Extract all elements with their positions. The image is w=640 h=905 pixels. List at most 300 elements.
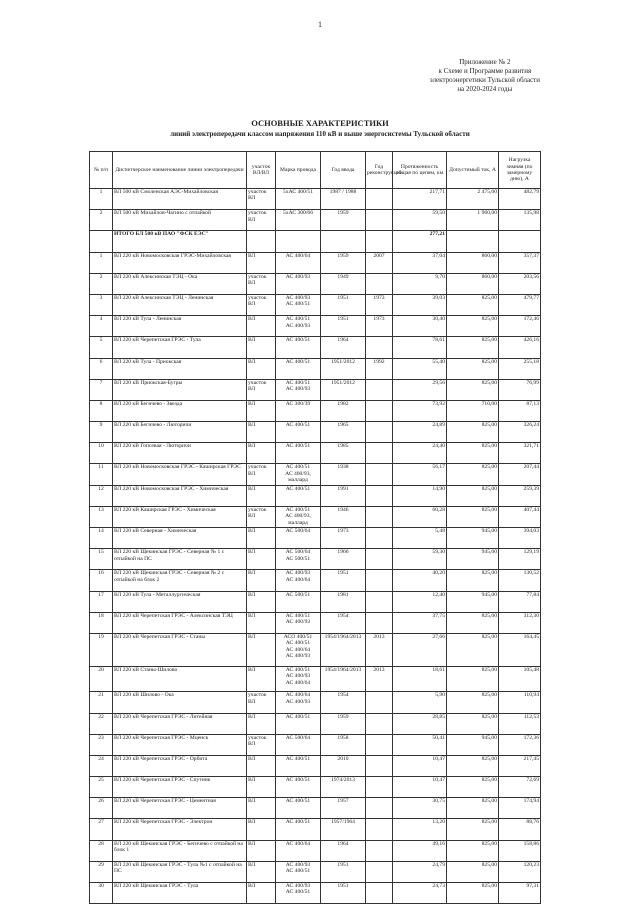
cell-load: 259,39 (499, 485, 541, 506)
header-current: Допустимый ток, А (447, 152, 499, 189)
cell-reconstruction (366, 485, 393, 506)
cell-current: 825,00 (447, 777, 499, 798)
cell-load: 321,71 (499, 443, 541, 464)
cell-wire: АС 400/93 АС 400/51 (276, 883, 321, 904)
document-title: ОСНОВНЫЕ ХАРАКТЕРИСТИКИ (251, 118, 389, 128)
cell-no: 10 (90, 443, 113, 464)
cell-load: 129,19 (499, 549, 541, 570)
cell-name: ВЛ 220 кВ Тула - Металлургическая (113, 591, 247, 612)
cell-current: 825,00 (447, 422, 499, 443)
table-row (90, 485, 541, 506)
table-row (90, 777, 541, 798)
cell-length: 59,50 (393, 210, 447, 231)
cell-current: 825,00 (447, 485, 499, 506)
cell-name: ВЛ 220 кВ Черепетская ГРЭС - Литейная (113, 713, 247, 734)
cell-part: ВЛ (247, 422, 276, 443)
cell-reconstruction: 1992 (366, 358, 393, 379)
cell-name: ВЛ 220 кВ Черепетская ГРЭС - Станы (113, 633, 247, 666)
cell-reconstruction (366, 443, 393, 464)
cell-load: 207,44 (499, 464, 541, 485)
cell-current: 945,00 (447, 591, 499, 612)
appendix-line: электроэнергетики Тульской области (429, 76, 540, 84)
table-row (90, 840, 541, 861)
cell-part: участок ВЛ (247, 464, 276, 485)
cell-length: 5,90 (393, 692, 447, 713)
cell-length: 14,90 (393, 485, 447, 506)
cell-reconstruction (366, 692, 393, 713)
cell-current: 825,00 (447, 883, 499, 904)
cell-name: ВЛ 220 кВ Тула - Ленинская (113, 316, 247, 337)
cell-load: 255,18 (499, 358, 541, 379)
cell-wire: АС 400/51 (276, 777, 321, 798)
cell-length: 12,40 (393, 591, 447, 612)
cell-no: 12 (90, 485, 113, 506)
cell-part: участок ВЛ (247, 379, 276, 400)
header-length: Протяженность общая по цепям, км (393, 152, 447, 189)
cell-reconstruction (366, 840, 393, 861)
cell-year: 1954 (321, 692, 366, 713)
cell-year: 1946 (321, 506, 366, 527)
cell-length: 55,40 (393, 358, 447, 379)
cell-year: 1954/1964/2013 (321, 633, 366, 666)
cell-no: 15 (90, 549, 113, 570)
cell-name: ВЛ 220 кВ Северная - Химическая (113, 528, 247, 549)
table-row (90, 316, 541, 337)
cell-year: 1951/2012 (321, 379, 366, 400)
cell-wire: АС 500/64 (276, 734, 321, 755)
cell-year: 1974/2013 (321, 777, 366, 798)
cell-load: 326,24 (499, 422, 541, 443)
header-part: участок ВЛ/ВЛ (247, 152, 276, 189)
cell-load: 203,56 (499, 273, 541, 294)
cell-year: 1966 (321, 549, 366, 570)
cell-length: 30,75 (393, 798, 447, 819)
header-no: № п/п (90, 152, 113, 189)
cell-load: 394,03 (499, 528, 541, 549)
cell-current: 825,00 (447, 861, 499, 882)
cell-wire: 5хАС 300/66 (276, 210, 321, 231)
cell-current: 825,00 (447, 337, 499, 358)
table-row (90, 337, 541, 358)
cell-wire: АС 300/39 (276, 400, 321, 421)
cell-year: 1949 (321, 273, 366, 294)
cell-part: ВЛ (247, 358, 276, 379)
cell-load: 130,52 (499, 570, 541, 591)
table-total-row (90, 231, 541, 252)
cell-no: 7 (90, 379, 113, 400)
cell-wire: АС 400/51 АС 400/93, маллард (276, 464, 321, 485)
appendix-line: на 2020-2024 годы (457, 85, 513, 93)
cell-length: 50,41 (393, 734, 447, 755)
cell-year: 1951 (321, 861, 366, 882)
cell-load: 120,23 (499, 861, 541, 882)
cell-current: 825,00 (447, 692, 499, 713)
header-year: Год ввода (321, 152, 366, 189)
cell-part: участок ВЛ (247, 506, 276, 527)
cell-wire: АС 400/93 (276, 273, 321, 294)
cell-load: 426,16 (499, 337, 541, 358)
cell-part: ВЛ (247, 840, 276, 861)
table-row (90, 422, 541, 443)
cell-reconstruction (366, 273, 393, 294)
table-row (90, 443, 541, 464)
table-row (90, 528, 541, 549)
cell-wire: АС 400/51 АС 400/93, маллард (276, 506, 321, 527)
cell-current: 825,00 (447, 840, 499, 861)
cell-current: 945,00 (447, 528, 499, 549)
table-row (90, 713, 541, 734)
cell-load: 164,45 (499, 633, 541, 666)
cell-length: 30,40 (393, 316, 447, 337)
cell-year: 1954 (321, 612, 366, 633)
cell-no: 28 (90, 840, 113, 861)
cell-wire: АС 500/64 (276, 528, 321, 549)
cell-current: 825,00 (447, 379, 499, 400)
cell-reconstruction (366, 210, 393, 231)
cell-current: 825,00 (447, 506, 499, 527)
power-lines-table (89, 151, 541, 904)
cell-no: 21 (90, 692, 113, 713)
cell-wire: АС 400/51 (276, 337, 321, 358)
cell-no: 8 (90, 400, 113, 421)
table-row (90, 633, 541, 666)
cell-wire: АС 400/93 АС 400/51 (276, 861, 321, 882)
cell-wire: АС 400/64 АС 400/93 (276, 692, 321, 713)
cell-no: 1 (90, 252, 113, 273)
appendix-line: к Схеме и Программе развития (438, 67, 532, 75)
cell-load: 357,37 (499, 252, 541, 273)
cell-no: 16 (90, 570, 113, 591)
cell-name: ИТОГО БЛ 500 кВ ПАО "ФСК ЕЭС" (113, 231, 247, 252)
cell-length: 10,47 (393, 755, 447, 776)
table-row (90, 189, 541, 210)
cell-reconstruction (366, 231, 393, 252)
cell-name: ВЛ 220 кВ Приокская-Бугры (113, 379, 247, 400)
cell-current: 825,00 (447, 443, 499, 464)
cell-current: 860,00 (447, 252, 499, 273)
cell-part: ВЛ (247, 549, 276, 570)
table-row (90, 570, 541, 591)
cell-part: ВЛ (247, 713, 276, 734)
cell-length: 24,79 (393, 861, 447, 882)
table-row (90, 819, 541, 840)
cell-load: 217,45 (499, 755, 541, 776)
page-number: 1 (318, 20, 322, 29)
cell-name: ВЛ 220 кВ Алексинская ТЭЦ - Ока (113, 273, 247, 294)
cell-load: 172,46 (499, 316, 541, 337)
cell-no: 20 (90, 666, 113, 692)
cell-name: ВЛ 220 кВ Щекинская ГРЭС - Северная № 1 с отпайкой на ПС (113, 549, 247, 570)
cell-reconstruction (366, 570, 393, 591)
table-row (90, 358, 541, 379)
table-row (90, 591, 541, 612)
cell-part: ВЛ (247, 612, 276, 633)
cell-length: 18,61 (393, 666, 447, 692)
cell-part: участок ВЛ (247, 273, 276, 294)
cell-year: 1951/2012 (321, 358, 366, 379)
cell-load: 97,31 (499, 883, 541, 904)
cell-no: 4 (90, 316, 113, 337)
cell-length: 24,73 (393, 883, 447, 904)
cell-no: 9 (90, 422, 113, 443)
cell-part: участок ВЛ (247, 210, 276, 231)
cell-wire (276, 231, 321, 252)
cell-load: 174,94 (499, 798, 541, 819)
cell-wire: АС 400/51 (276, 755, 321, 776)
cell-reconstruction (366, 379, 393, 400)
cell-current: 945,00 (447, 734, 499, 755)
table-row (90, 210, 541, 231)
cell-reconstruction (366, 422, 393, 443)
cell-wire: АС 400/93 АС 400/64 (276, 570, 321, 591)
cell-current: 825,00 (447, 358, 499, 379)
cell-year: 1951 (321, 316, 366, 337)
cell-no: 2 (90, 273, 113, 294)
cell-reconstruction: 1973 (366, 316, 393, 337)
cell-current: 2 475,00 (447, 189, 499, 210)
cell-no: 18 (90, 612, 113, 633)
cell-no: 3 (90, 294, 113, 315)
cell-year: 1959 (321, 713, 366, 734)
cell-length: 5,48 (393, 528, 447, 549)
cell-current: 825,00 (447, 819, 499, 840)
cell-year: 1951 (321, 883, 366, 904)
cell-reconstruction: 1973 (366, 294, 393, 315)
cell-load: 88,76 (499, 819, 541, 840)
cell-name: ВЛ 220 кВ Новомосковская ГРЭС-Михайловская (113, 252, 247, 273)
cell-year: 1959 (321, 210, 366, 231)
cell-reconstruction (366, 861, 393, 882)
header-reconstruction: Год реконструкции (366, 152, 393, 189)
cell-current: 945,00 (447, 549, 499, 570)
cell-name: ВЛ 220 кВ Бегичево - Звезда (113, 400, 247, 421)
cell-length: 60,28 (393, 506, 447, 527)
table-row (90, 273, 541, 294)
cell-year: 1951 (321, 570, 366, 591)
cell-wire: 5хАС 400/51 (276, 189, 321, 210)
cell-no: 2 (90, 210, 113, 231)
cell-load: 112,53 (499, 713, 541, 734)
cell-part: ВЛ (247, 252, 276, 273)
cell-year: 1965 (321, 422, 366, 443)
cell-name: ВЛ 220 кВ Щекинская ГРЭС - Тула №1 с отпайкой на ПС (113, 861, 247, 882)
cell-length: 56,17 (393, 464, 447, 485)
cell-name: ВЛ 220 кВ Станы-Шилово (113, 666, 247, 692)
appendix-line: Приложение № 2 (459, 58, 511, 66)
table-row (90, 734, 541, 755)
cell-part (247, 231, 276, 252)
header-name: Диспетчерское наименование линии электропередачи (113, 152, 247, 189)
cell-current: 825,00 (447, 570, 499, 591)
cell-length: 78,61 (393, 337, 447, 358)
cell-year (321, 231, 366, 252)
cell-load: 479,77 (499, 294, 541, 315)
cell-length: 59,30 (393, 549, 447, 570)
cell-part: ВЛ (247, 337, 276, 358)
cell-wire: АС 400/51 АС 400/93 (276, 316, 321, 337)
cell-no (90, 231, 113, 252)
cell-part: ВЛ (247, 755, 276, 776)
cell-load: 72,69 (499, 777, 541, 798)
header-load: Нагрузка зимняя (по замерному дню), А (499, 152, 541, 189)
cell-year: 1957 (321, 798, 366, 819)
cell-year: 1982 (321, 400, 366, 421)
cell-current (447, 231, 499, 252)
cell-wire: АС 400/93 АС 400/51 (276, 294, 321, 315)
cell-year: 1954/1964/2013 (321, 666, 366, 692)
cell-length: 277,21 (393, 231, 447, 252)
cell-name: ВЛ 500 кВ Смоленская АЭС-Михайловская (113, 189, 247, 210)
cell-part: ВЛ (247, 666, 276, 692)
cell-name: ВЛ 220 кВ Черепетская ГРЭС - Электрон (113, 819, 247, 840)
cell-year: 1957/1964 (321, 819, 366, 840)
cell-name: ВЛ 220 кВ Алексинская ТЭЦ - Ленинская (113, 294, 247, 315)
cell-reconstruction: 2013 (366, 666, 393, 692)
cell-current: 825,00 (447, 294, 499, 315)
cell-current: 825,00 (447, 755, 499, 776)
cell-year: 1973 (321, 528, 366, 549)
cell-part: ВЛ (247, 633, 276, 666)
cell-part: ВЛ (247, 777, 276, 798)
cell-no: 11 (90, 464, 113, 485)
cell-name: ВЛ 220 кВ Тула - Приокская (113, 358, 247, 379)
cell-part: ВЛ (247, 883, 276, 904)
cell-load: 77,84 (499, 591, 541, 612)
cell-reconstruction (366, 883, 393, 904)
cell-name: ВЛ 220 кВ Черепетская ГРЭС - Тула (113, 337, 247, 358)
cell-load: 87,13 (499, 400, 541, 421)
cell-length: 24,40 (393, 443, 447, 464)
cell-length: 39,03 (393, 294, 447, 315)
cell-year: 1964 (321, 337, 366, 358)
cell-load: 158,86 (499, 840, 541, 861)
cell-year: 1987 / 1988 (321, 189, 366, 210)
cell-part: ВЛ (247, 570, 276, 591)
cell-name: ВЛ 220 кВ Черепетская ГРЭС - Цементная (113, 798, 247, 819)
cell-no: 19 (90, 633, 113, 666)
cell-reconstruction (366, 798, 393, 819)
cell-wire: АС 400/64 (276, 252, 321, 273)
cell-year: 1959 (321, 252, 366, 273)
cell-reconstruction (366, 528, 393, 549)
cell-part: ВЛ (247, 819, 276, 840)
cell-no: 23 (90, 734, 113, 755)
cell-current: 825,00 (447, 464, 499, 485)
cell-reconstruction (366, 400, 393, 421)
cell-reconstruction (366, 819, 393, 840)
cell-year: 2010 (321, 755, 366, 776)
cell-year: 1981 (321, 591, 366, 612)
table-row (90, 798, 541, 819)
cell-no: 17 (90, 591, 113, 612)
cell-wire: АС 500/51 (276, 591, 321, 612)
cell-no: 25 (90, 777, 113, 798)
cell-name: ВЛ 220 кВ Черепетская ГРЭС - Мценск (113, 734, 247, 755)
cell-length: 37,04 (393, 252, 447, 273)
cell-load: 105,48 (499, 666, 541, 692)
cell-part: ВЛ (247, 400, 276, 421)
cell-no: 26 (90, 798, 113, 819)
table-row (90, 464, 541, 485)
table-header-row (90, 152, 541, 189)
cell-no: 1 (90, 189, 113, 210)
cell-name: ВЛ 220 кВ Щекинская ГРЭС - Бегичево с отпайкой на блок 1 (113, 840, 247, 861)
cell-wire: АС 400/51 (276, 443, 321, 464)
cell-wire: АСО 400/51 АС 400/51 АС 400/64 АС 400/93 (276, 633, 321, 666)
cell-reconstruction (366, 549, 393, 570)
cell-no: 13 (90, 506, 113, 527)
cell-name: ВЛ 220 кВ Бегичево - Люторичи (113, 422, 247, 443)
cell-length: 28,85 (393, 713, 447, 734)
cell-reconstruction: 2013 (366, 633, 393, 666)
cell-no: 24 (90, 755, 113, 776)
cell-year: 1985 (321, 443, 366, 464)
cell-length: 29,56 (393, 379, 447, 400)
cell-load: 135,98 (499, 210, 541, 231)
cell-part: ВЛ (247, 591, 276, 612)
cell-wire: АС 400/51 (276, 422, 321, 443)
cell-reconstruction (366, 612, 393, 633)
table-row (90, 549, 541, 570)
cell-current: 825,00 (447, 612, 499, 633)
cell-load: 482,79 (499, 189, 541, 210)
table-row (90, 506, 541, 527)
cell-current: 825,00 (447, 316, 499, 337)
cell-length: 13,20 (393, 819, 447, 840)
cell-wire: АС 400/51 (276, 358, 321, 379)
cell-no: 27 (90, 819, 113, 840)
table-row (90, 666, 541, 692)
table-row (90, 612, 541, 633)
table-row (90, 294, 541, 315)
cell-no: 30 (90, 883, 113, 904)
cell-wire: АС 400/51 (276, 819, 321, 840)
cell-part: ВЛ (247, 798, 276, 819)
cell-name: ВЛ 220 кВ Новомосковская ГРЭС - Химическая (113, 485, 247, 506)
cell-part: ВЛ (247, 528, 276, 549)
cell-reconstruction (366, 777, 393, 798)
header-wire: Марка провода (276, 152, 321, 189)
cell-length: 217,71 (393, 189, 447, 210)
cell-reconstruction (366, 189, 393, 210)
cell-load: 312,30 (499, 612, 541, 633)
cell-name: ВЛ 220 кВ Черепетская ГРЭС - Орбита (113, 755, 247, 776)
cell-length: 73,92 (393, 400, 447, 421)
cell-current: 860,00 (447, 273, 499, 294)
cell-length: 40,20 (393, 570, 447, 591)
cell-no: 22 (90, 713, 113, 734)
cell-reconstruction (366, 734, 393, 755)
cell-part: ВЛ (247, 485, 276, 506)
cell-current: 710,00 (447, 400, 499, 421)
cell-load: 407,44 (499, 506, 541, 527)
cell-load: 110,94 (499, 692, 541, 713)
cell-reconstruction (366, 337, 393, 358)
cell-year: 1964 (321, 840, 366, 861)
cell-load: 172,36 (499, 734, 541, 755)
cell-name: ВЛ 500 кВ Михайлов-Чагино с отпайкой (113, 210, 247, 231)
document-subtitle: линий электропередачи классом напряжения 110 кВ и выше энергосистемы Тульской области (170, 130, 470, 138)
cell-load (499, 231, 541, 252)
cell-wire: АС 400/64 (276, 840, 321, 861)
cell-name: ВЛ 220 кВ Каширская ГРЭС - Химическая (113, 506, 247, 527)
cell-wire: АС 400/51 АС 400/93 (276, 379, 321, 400)
cell-length: 49,16 (393, 840, 447, 861)
cell-year: 1938 (321, 464, 366, 485)
cell-reconstruction (366, 713, 393, 734)
appendix-note (430, 58, 540, 94)
cell-wire: АС 400/51 АС 400/93 АС 400/64 (276, 666, 321, 692)
